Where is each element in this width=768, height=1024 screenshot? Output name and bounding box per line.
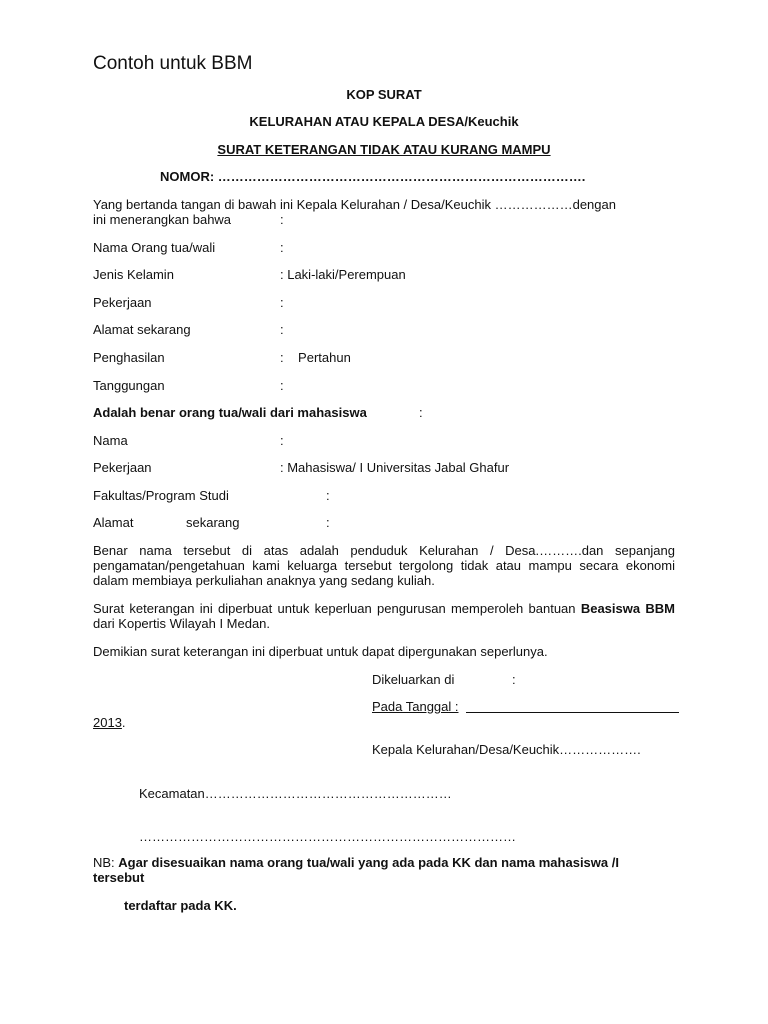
nomor-line (160, 169, 585, 184)
year-dot: . (121, 715, 126, 730)
field-label: Pekerjaan (93, 295, 152, 310)
field-label-2: sekarang (186, 515, 240, 530)
nb-label: NB: (93, 855, 119, 870)
field-label: Nama Orang tua/wali (93, 240, 216, 255)
field-label: Alamat (93, 515, 134, 530)
letter-heading: SURAT KETERANGAN TIDAK ATAU KURANG MAMPU (217, 142, 551, 157)
document-title: Contoh untuk BBM (93, 53, 253, 74)
student-heading-colon: : (419, 405, 423, 420)
field-label: Nama (93, 433, 128, 448)
nb-line-3: terdaftar pada KK. (124, 898, 237, 913)
pada-tanggal-label: Pada Tanggal : (372, 699, 459, 714)
field-value: : (326, 515, 330, 530)
nomor-dots: …………………………………………………………………………. (217, 169, 586, 184)
intro-line-1: Yang bertanda tangan di bawah ini Kepala Kelurahan / Desa/Keuchik ………………dengan (93, 197, 616, 212)
dikeluarkan-label: Dikeluarkan di (372, 672, 455, 687)
signature-dots-line: …………………………………………………………………………… (139, 829, 516, 844)
field-value: : Laki-laki/Perempuan (280, 267, 406, 282)
field-value: : Pertahun (280, 350, 351, 365)
field-label: Fakultas/Program Studi (93, 488, 229, 503)
purpose-text: Surat keterangan ini diperbuat untuk keperluan pengurusan memperoleh bantuan (93, 601, 581, 616)
field-value: : (280, 240, 284, 255)
kecamatan-line: Kecamatan………………………………………………… (139, 786, 452, 801)
field-value: : Mahasiswa/ I Universitas Jabal Ghafur (280, 460, 510, 475)
year: 2013 (93, 715, 122, 730)
nb-line (93, 855, 619, 870)
purpose-text-end: dari Kopertis Wilayah I Medan. (93, 616, 271, 631)
paragraph-domicile: Benar nama tersebut di atas adalah penduduk Kelurahan / Desa.……….dan sepanjang pengamatan/pengetahuan kami keluarga tersebut tergolong tidak atau mampu secara ekonomi dalam membiaya perkuliahan anaknya yang sedang kuliah. (93, 543, 675, 588)
kop-surat: KOP SURAT (346, 87, 422, 102)
field-value: : (280, 295, 284, 310)
field-value: : (280, 322, 284, 337)
nb-line-2: tersebut (93, 870, 145, 885)
field-label: Tanggungan (93, 378, 165, 393)
student-heading: Adalah benar orang tua/wali dari mahasiswa (93, 405, 367, 420)
kepala-line: Kepala Kelurahan/Desa/Keuchik………………. (372, 742, 641, 757)
organization-line: KELURAHAN ATAU KEPALA DESA/Keuchik (249, 114, 519, 129)
field-label: Jenis Kelamin (93, 267, 174, 282)
field-value: : (326, 488, 330, 503)
field-label: Pekerjaan (93, 460, 152, 475)
field-value: : (280, 378, 284, 393)
intro-line-2: ini menerangkan bahwa (93, 212, 232, 227)
date-underline (466, 712, 679, 713)
field-label: Alamat sekarang (93, 322, 191, 337)
field-value: : (280, 433, 284, 448)
paragraph-purpose (93, 601, 675, 631)
year-line (93, 715, 126, 730)
intro-colon: : (280, 212, 284, 227)
nomor-label: NOMOR: (160, 169, 218, 184)
dikeluarkan-colon: : (512, 672, 516, 687)
paragraph-closing: Demikian surat keterangan ini diperbuat untuk dapat dipergunakan seperlunya. (93, 644, 548, 659)
purpose-bold: Beasiswa BBM (580, 601, 675, 616)
nb-text: Agar disesuaikan nama orang tua/wali yang ada pada KK dan nama mahasiswa /I (118, 855, 619, 870)
field-label: Penghasilan (93, 350, 165, 365)
